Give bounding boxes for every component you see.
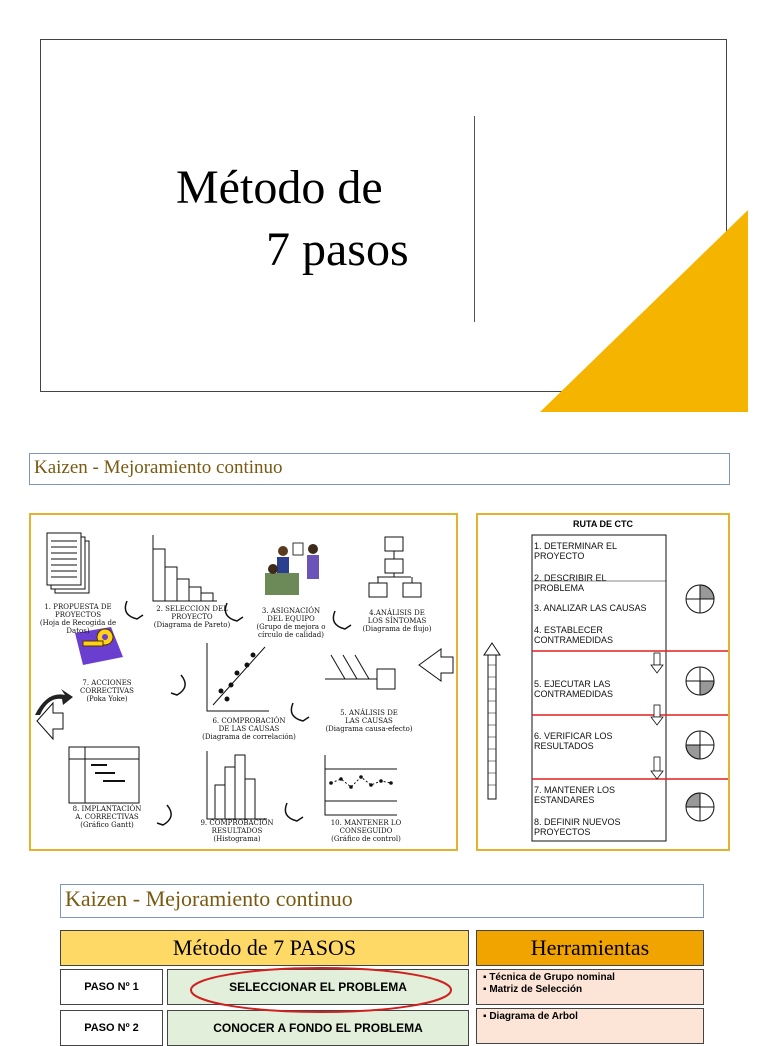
table-row-tools — [476, 969, 704, 1005]
diagram-step-caption: 1. PROPUESTA DE PROYECTOS (Hoja de Recogida de Datos) — [39, 603, 117, 635]
diagram-step-caption: 8. IMPLANTACIÓN A. CORRECTIVAS (Gráfico Gantt) — [72, 805, 142, 829]
section-header: Kaizen - Mejoramiento continuo — [60, 884, 704, 918]
ruta-step: 4. ESTABLECER CONTRAMEDIDAS — [534, 625, 614, 645]
section-header: Kaizen - Mejoramiento continuo — [29, 453, 730, 485]
ruta-step: 1. DETERMINAR EL PROYECTO — [534, 541, 618, 561]
ruta-ctc-panel — [476, 513, 730, 851]
table-row-tools — [476, 1008, 704, 1044]
highlight-ellipse — [186, 962, 456, 1024]
tools-title: Herramientas — [476, 930, 704, 966]
ruta-step: 3. ANALIZAR LAS CAUSAS — [534, 603, 647, 613]
table-title: Método de 7 PASOS — [60, 930, 469, 966]
diagram-step-caption: 6. COMPROBACIÓN DE LAS CAUSAS (Diagrama de correlación) — [202, 717, 296, 741]
table-row-accion: SELECCIONAR EL PROBLEMA — [167, 969, 469, 1005]
diagram-step-caption: 9. COMPROBACIÓN RESULTADOS (Histograma) — [200, 819, 274, 843]
list-item: ▪ Matriz de Selección — [483, 984, 583, 995]
title-divider — [474, 116, 475, 322]
diagram-step-caption: 10. MANTENER LO CONSEGUIDO (Gráfico de control) — [330, 819, 402, 843]
diagram-step-caption: 3. ASIGNACIÓN DEL EQUIPO (Grupo de mejora o círculo de calidad) — [256, 607, 326, 639]
list-item: ▪ Diagrama de Arbol — [483, 1011, 578, 1022]
diagram-step-caption: 2. SELECCION DEL PROYECTO (Diagrama de Pareto) — [153, 605, 231, 629]
table-row-accion: CONOCER A FONDO EL PROBLEMA — [167, 1010, 469, 1046]
slide-title-line1: Método de — [176, 161, 383, 214]
table-row-paso: PASO Nº 1 — [60, 969, 163, 1005]
ruta-title: RUTA DE CTC — [573, 519, 633, 529]
diagram-step-caption: 7. ACCIONES CORRECTIVAS (Poka Yoke) — [80, 679, 134, 703]
ruta-step: 2. DESCRIBIR EL PROBLEMA — [534, 573, 607, 593]
ruta-step: 6. VERIFICAR LOS RESULTADOS — [534, 731, 613, 751]
accent-triangle — [540, 210, 748, 412]
ruta-step: 8. DEFINIR NUEVOS PROYECTOS — [534, 817, 621, 837]
table-row-paso: PASO Nº 2 — [60, 1010, 163, 1046]
seven-steps-diagram — [29, 513, 458, 851]
slide-title-line2: 7 pasos — [266, 223, 409, 276]
ruta-step: 7. MANTENER LOS ESTANDARES — [534, 785, 616, 805]
ruta-step: 5. EJECUTAR LAS CONTRAMEDIDAS — [534, 679, 614, 699]
diagram-step-caption: 5. ANÁLISIS DE LAS CAUSAS (Diagrama causa-efecto) — [325, 709, 413, 733]
diagram-step-caption: 4.ANÁLISIS DE LOS SÍNTOMAS (Diagrama de flujo) — [362, 609, 432, 633]
list-item: ▪ Técnica de Grupo nominal — [483, 972, 615, 983]
